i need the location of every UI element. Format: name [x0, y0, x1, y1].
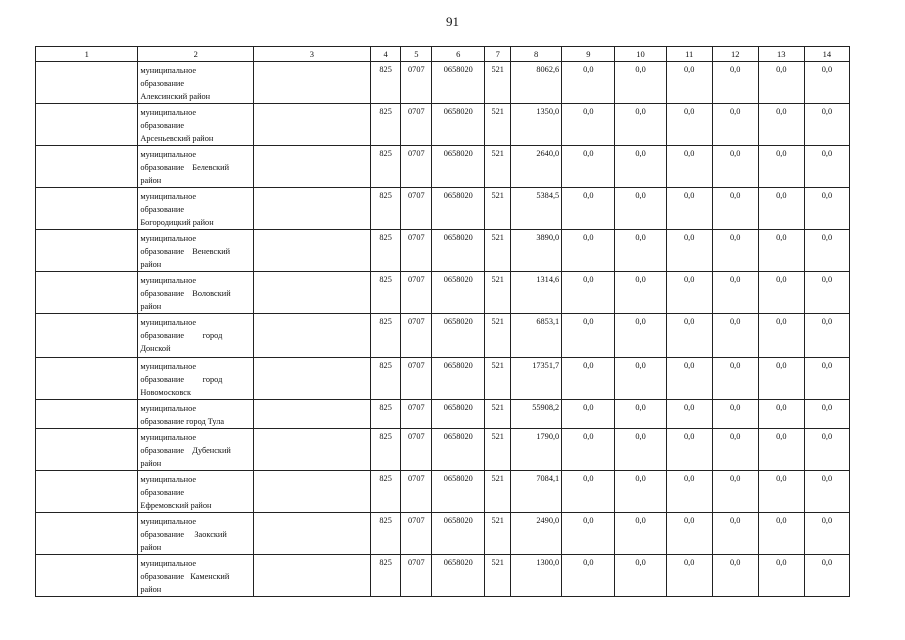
cell-col-14: 0,0: [804, 429, 849, 471]
cell-col-3: [254, 471, 371, 513]
cell-col-10: 0,0: [615, 272, 666, 314]
cell-c6: 0658020: [432, 314, 485, 358]
cell-col-9: 0,0: [562, 429, 615, 471]
municipality-name-line: образование: [140, 121, 185, 130]
cell-c6: 0658020: [432, 188, 485, 230]
cell-c8: 7084,1: [511, 471, 562, 513]
table-row: [36, 62, 850, 104]
municipality-name-line: Новомосковск: [140, 388, 191, 397]
cell-c7: 521: [485, 272, 511, 314]
table-row: [36, 272, 850, 314]
cell-c4: 825: [370, 555, 401, 597]
cell-col-12: 0,0: [712, 272, 758, 314]
cell-col-10: 0,0: [615, 358, 666, 400]
cell-col-13: 0,0: [758, 471, 804, 513]
cell-c5: 0707: [401, 188, 432, 230]
cell-c4: 825: [370, 146, 401, 188]
cell-col-14: 0,0: [804, 358, 849, 400]
cell-col-14: 0,0: [804, 62, 849, 104]
cell-col-11: 0,0: [666, 513, 712, 555]
municipality-name-line: Алексинский район: [140, 92, 211, 101]
municipality-name-line: муниципальное: [140, 234, 197, 243]
cell-col-9: 0,0: [562, 230, 615, 272]
cell-col-13: 0,0: [758, 555, 804, 597]
cell-col-11: 0,0: [666, 314, 712, 358]
cell-col-11: 0,0: [666, 146, 712, 188]
cell-col-13: 0,0: [758, 272, 804, 314]
cell-c7: 521: [485, 146, 511, 188]
cell-c7: 521: [485, 555, 511, 597]
cell-col-13: 0,0: [758, 104, 804, 146]
cell-col-11: 0,0: [666, 358, 712, 400]
municipality-name-line: муниципальное: [140, 66, 197, 75]
municipality-name-line: образование Белевский: [140, 163, 230, 172]
cell-col-10: 0,0: [615, 314, 666, 358]
table-row: [36, 429, 850, 471]
cell-c8: 55908,2: [511, 400, 562, 429]
cell-c7: 521: [485, 358, 511, 400]
cell-c4: 825: [370, 471, 401, 513]
cell-col-9: 0,0: [562, 400, 615, 429]
municipality-name-line: муниципальное: [140, 362, 197, 371]
column-header-5: 5: [401, 47, 432, 62]
municipality-name: [138, 513, 254, 555]
cell-c6: 0658020: [432, 555, 485, 597]
cell-col-1: [36, 471, 138, 513]
municipality-name-line: образование: [140, 79, 185, 88]
table-body: [36, 62, 850, 597]
municipality-name-line: муниципальное: [140, 433, 197, 442]
cell-col-13: 0,0: [758, 146, 804, 188]
cell-c6: 0658020: [432, 230, 485, 272]
column-header-8: 8: [511, 47, 562, 62]
cell-col-12: 0,0: [712, 230, 758, 272]
cell-col-11: 0,0: [666, 188, 712, 230]
cell-col-13: 0,0: [758, 314, 804, 358]
cell-c6: 0658020: [432, 429, 485, 471]
cell-c7: 521: [485, 513, 511, 555]
cell-c5: 0707: [401, 555, 432, 597]
column-header-14: 14: [804, 47, 849, 62]
cell-col-3: [254, 230, 371, 272]
cell-col-10: 0,0: [615, 230, 666, 272]
cell-c7: 521: [485, 104, 511, 146]
table-row: [36, 146, 850, 188]
cell-col-12: 0,0: [712, 513, 758, 555]
cell-c8: 2640,0: [511, 146, 562, 188]
municipality-name-line: муниципальное: [140, 517, 197, 526]
cell-col-13: 0,0: [758, 429, 804, 471]
cell-c8: 17351,7: [511, 358, 562, 400]
municipality-name-line: район: [140, 176, 162, 185]
cell-col-9: 0,0: [562, 104, 615, 146]
municipality-name-line: образование Веневский: [140, 247, 231, 256]
cell-col-13: 0,0: [758, 230, 804, 272]
cell-col-9: 0,0: [562, 471, 615, 513]
cell-c4: 825: [370, 513, 401, 555]
column-header-9: 9: [562, 47, 615, 62]
cell-c5: 0707: [401, 358, 432, 400]
cell-c5: 0707: [401, 146, 432, 188]
cell-c5: 0707: [401, 400, 432, 429]
municipality-name-line: муниципальное: [140, 192, 197, 201]
cell-col-10: 0,0: [615, 104, 666, 146]
cell-col-12: 0,0: [712, 104, 758, 146]
cell-c7: 521: [485, 429, 511, 471]
cell-col-1: [36, 272, 138, 314]
cell-col-9: 0,0: [562, 272, 615, 314]
cell-c4: 825: [370, 62, 401, 104]
cell-col-14: 0,0: [804, 314, 849, 358]
cell-col-11: 0,0: [666, 400, 712, 429]
table-row: [36, 104, 850, 146]
cell-col-14: 0,0: [804, 104, 849, 146]
cell-col-3: [254, 104, 371, 146]
cell-col-10: 0,0: [615, 513, 666, 555]
column-header-13: 13: [758, 47, 804, 62]
column-header-1: 1: [36, 47, 138, 62]
cell-col-13: 0,0: [758, 513, 804, 555]
municipality-name-line: муниципальное: [140, 276, 197, 285]
cell-col-3: [254, 62, 371, 104]
cell-c5: 0707: [401, 62, 432, 104]
cell-c8: 1350,0: [511, 104, 562, 146]
cell-c6: 0658020: [432, 471, 485, 513]
municipality-name-line: муниципальное: [140, 318, 197, 327]
cell-c5: 0707: [401, 513, 432, 555]
cell-c7: 521: [485, 62, 511, 104]
cell-col-3: [254, 513, 371, 555]
municipality-name-line: Ефремовский район: [140, 501, 212, 510]
table-row: [36, 188, 850, 230]
cell-col-11: 0,0: [666, 62, 712, 104]
cell-c6: 0658020: [432, 400, 485, 429]
cell-col-1: [36, 555, 138, 597]
table-row: [36, 358, 850, 400]
cell-c4: 825: [370, 272, 401, 314]
cell-col-11: 0,0: [666, 104, 712, 146]
municipality-name-line: муниципальное: [140, 150, 197, 159]
cell-col-10: 0,0: [615, 429, 666, 471]
cell-col-12: 0,0: [712, 146, 758, 188]
cell-col-9: 0,0: [562, 146, 615, 188]
municipality-name-line: Донской: [140, 344, 171, 353]
municipality-name-line: образование Воловский: [140, 289, 231, 298]
cell-col-14: 0,0: [804, 230, 849, 272]
municipality-name-line: образование Дубенский: [140, 446, 231, 455]
municipality-name-line: район: [140, 260, 162, 269]
municipality-name-line: район: [140, 459, 162, 468]
cell-col-9: 0,0: [562, 358, 615, 400]
table-row: [36, 555, 850, 597]
municipality-name-line: образование Каменский: [140, 572, 230, 581]
column-header-11: 11: [666, 47, 712, 62]
cell-c6: 0658020: [432, 146, 485, 188]
cell-col-9: 0,0: [562, 314, 615, 358]
cell-col-13: 0,0: [758, 62, 804, 104]
column-header-6: 6: [432, 47, 485, 62]
municipality-name-line: муниципальное: [140, 108, 197, 117]
cell-c6: 0658020: [432, 358, 485, 400]
cell-col-14: 0,0: [804, 400, 849, 429]
cell-col-1: [36, 104, 138, 146]
cell-col-12: 0,0: [712, 471, 758, 513]
page-number: 91: [446, 14, 459, 29]
municipality-name: [138, 471, 254, 513]
cell-col-1: [36, 513, 138, 555]
cell-col-12: 0,0: [712, 555, 758, 597]
cell-c4: 825: [370, 104, 401, 146]
cell-c6: 0658020: [432, 272, 485, 314]
cell-col-12: 0,0: [712, 400, 758, 429]
cell-c6: 0658020: [432, 62, 485, 104]
column-header-3: 3: [254, 47, 371, 62]
cell-col-12: 0,0: [712, 188, 758, 230]
cell-col-9: 0,0: [562, 62, 615, 104]
column-header-4: 4: [370, 47, 401, 62]
cell-col-11: 0,0: [666, 429, 712, 471]
cell-col-10: 0,0: [615, 188, 666, 230]
cell-col-3: [254, 314, 371, 358]
table-row: [36, 230, 850, 272]
cell-c4: 825: [370, 400, 401, 429]
municipality-name: [138, 104, 254, 146]
column-header-7: 7: [485, 47, 511, 62]
municipality-name-line: образование город: [140, 331, 223, 340]
municipality-name-line: образование: [140, 205, 185, 214]
cell-c8: 1300,0: [511, 555, 562, 597]
cell-col-3: [254, 400, 371, 429]
cell-col-1: [36, 230, 138, 272]
cell-col-10: 0,0: [615, 400, 666, 429]
cell-col-1: [36, 146, 138, 188]
cell-c5: 0707: [401, 429, 432, 471]
cell-c8: 1314,6: [511, 272, 562, 314]
cell-c4: 825: [370, 230, 401, 272]
municipality-name-line: муниципальное: [140, 559, 197, 568]
cell-c8: 3890,0: [511, 230, 562, 272]
cell-col-13: 0,0: [758, 358, 804, 400]
municipality-name-line: район: [140, 543, 162, 552]
municipality-name-line: Богородицкий район: [140, 218, 214, 227]
cell-col-3: [254, 358, 371, 400]
cell-c7: 521: [485, 230, 511, 272]
municipality-name: [138, 314, 254, 358]
cell-col-11: 0,0: [666, 471, 712, 513]
cell-col-13: 0,0: [758, 400, 804, 429]
municipality-name: [138, 188, 254, 230]
cell-col-1: [36, 429, 138, 471]
table-row: [36, 400, 850, 429]
cell-col-1: [36, 62, 138, 104]
cell-col-10: 0,0: [615, 471, 666, 513]
cell-col-9: 0,0: [562, 513, 615, 555]
municipality-name-line: Арсеньевский район: [140, 134, 214, 143]
municipality-name: [138, 62, 254, 104]
table-row: [36, 314, 850, 358]
municipality-name: [138, 146, 254, 188]
column-header-10: 10: [615, 47, 666, 62]
cell-col-3: [254, 555, 371, 597]
cell-col-10: 0,0: [615, 146, 666, 188]
cell-c4: 825: [370, 429, 401, 471]
municipality-name: [138, 230, 254, 272]
cell-c7: 521: [485, 314, 511, 358]
cell-col-14: 0,0: [804, 471, 849, 513]
cell-c6: 0658020: [432, 104, 485, 146]
cell-c4: 825: [370, 358, 401, 400]
cell-col-14: 0,0: [804, 188, 849, 230]
cell-col-3: [254, 146, 371, 188]
cell-c8: 5384,5: [511, 188, 562, 230]
cell-c8: 2490,0: [511, 513, 562, 555]
municipality-name-line: муниципальное: [140, 475, 197, 484]
cell-c8: 1790,0: [511, 429, 562, 471]
municipality-name-line: район: [140, 585, 162, 594]
municipality-name-line: район: [140, 302, 162, 311]
municipality-name-line: муниципальное: [140, 404, 197, 413]
cell-col-13: 0,0: [758, 188, 804, 230]
cell-col-14: 0,0: [804, 272, 849, 314]
cell-col-10: 0,0: [615, 555, 666, 597]
cell-c7: 521: [485, 400, 511, 429]
municipality-name: [138, 358, 254, 400]
budget-table: [35, 46, 850, 597]
cell-col-9: 0,0: [562, 555, 615, 597]
cell-col-11: 0,0: [666, 272, 712, 314]
cell-col-1: [36, 314, 138, 358]
cell-c5: 0707: [401, 104, 432, 146]
municipality-name: [138, 400, 254, 429]
municipality-name-line: образование город Тула: [140, 417, 225, 426]
municipality-name-line: образование город: [140, 375, 223, 384]
municipality-name: [138, 429, 254, 471]
cell-c8: 8062,6: [511, 62, 562, 104]
cell-c7: 521: [485, 188, 511, 230]
cell-col-11: 0,0: [666, 555, 712, 597]
cell-col-12: 0,0: [712, 314, 758, 358]
cell-c7: 521: [485, 471, 511, 513]
cell-c5: 0707: [401, 272, 432, 314]
municipality-name: [138, 555, 254, 597]
cell-c5: 0707: [401, 471, 432, 513]
column-header-2: 2: [138, 47, 254, 62]
cell-col-12: 0,0: [712, 429, 758, 471]
cell-col-1: [36, 358, 138, 400]
cell-c5: 0707: [401, 314, 432, 358]
municipality-name-line: образование Заокский: [140, 530, 227, 539]
cell-c4: 825: [370, 188, 401, 230]
cell-col-3: [254, 272, 371, 314]
cell-col-14: 0,0: [804, 513, 849, 555]
cell-c5: 0707: [401, 230, 432, 272]
table-row: [36, 471, 850, 513]
cell-col-12: 0,0: [712, 62, 758, 104]
cell-col-3: [254, 429, 371, 471]
cell-col-1: [36, 400, 138, 429]
cell-col-12: 0,0: [712, 358, 758, 400]
cell-c4: 825: [370, 314, 401, 358]
cell-col-3: [254, 188, 371, 230]
municipality-name: [138, 272, 254, 314]
municipality-name-line: образование: [140, 488, 185, 497]
cell-col-1: [36, 188, 138, 230]
cell-col-14: 0,0: [804, 555, 849, 597]
cell-col-10: 0,0: [615, 62, 666, 104]
cell-c6: 0658020: [432, 513, 485, 555]
cell-c8: 6853,1: [511, 314, 562, 358]
table-row: [36, 513, 850, 555]
header-row: [36, 47, 850, 62]
column-header-12: 12: [712, 47, 758, 62]
cell-col-9: 0,0: [562, 188, 615, 230]
cell-col-14: 0,0: [804, 146, 849, 188]
cell-col-11: 0,0: [666, 230, 712, 272]
